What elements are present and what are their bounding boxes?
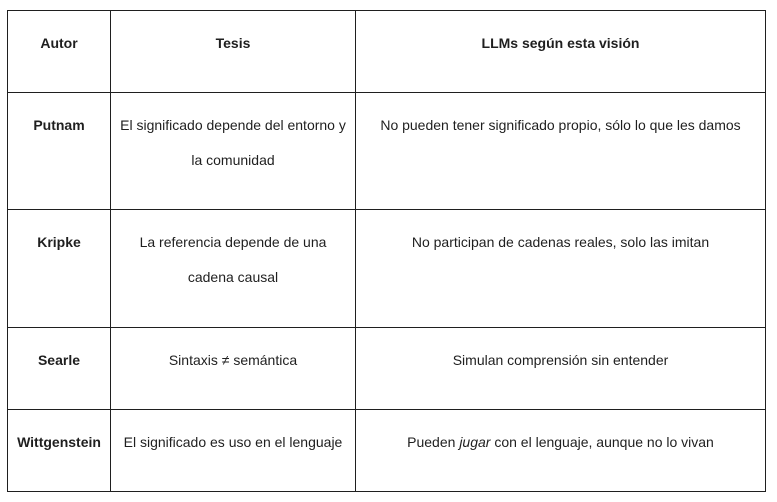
- cell-llms: No pueden tener significado propio, sólo lo que les damos: [356, 93, 766, 210]
- header-autor: Autor: [8, 11, 111, 93]
- cell-tesis: La referencia depende de una cadena causal: [111, 210, 356, 328]
- cell-autor: Searle: [8, 328, 111, 410]
- cell-llms: No participan de cadenas reales, solo las imitan: [356, 210, 766, 328]
- table-row: [8, 93, 766, 210]
- table-row: [8, 328, 766, 410]
- cell-llms-text-after: con el lenguaje, aunque no lo vivan: [490, 434, 714, 450]
- cell-tesis: El significado es uso en el lenguaje: [111, 410, 356, 492]
- cell-tesis: Sintaxis ≠ semántica: [111, 328, 356, 410]
- cell-llms: Simulan comprensión sin entender: [356, 328, 766, 410]
- cell-llms-text-before: Pueden: [407, 434, 460, 450]
- cell-autor: Putnam: [8, 93, 111, 210]
- header-llms: LLMs según esta visión: [356, 11, 766, 93]
- comparison-table: [7, 10, 766, 492]
- cell-autor: Wittgenstein: [8, 410, 111, 492]
- table-header-row: [8, 11, 766, 93]
- cell-autor: Kripke: [8, 210, 111, 328]
- table-row: [8, 210, 766, 328]
- cell-llms-emphasis: jugar: [459, 434, 491, 450]
- header-tesis: Tesis: [111, 11, 356, 93]
- cell-tesis: El significado depende del entorno y la comunidad: [111, 93, 356, 210]
- cell-llms: [356, 410, 766, 492]
- table-row: [8, 410, 766, 492]
